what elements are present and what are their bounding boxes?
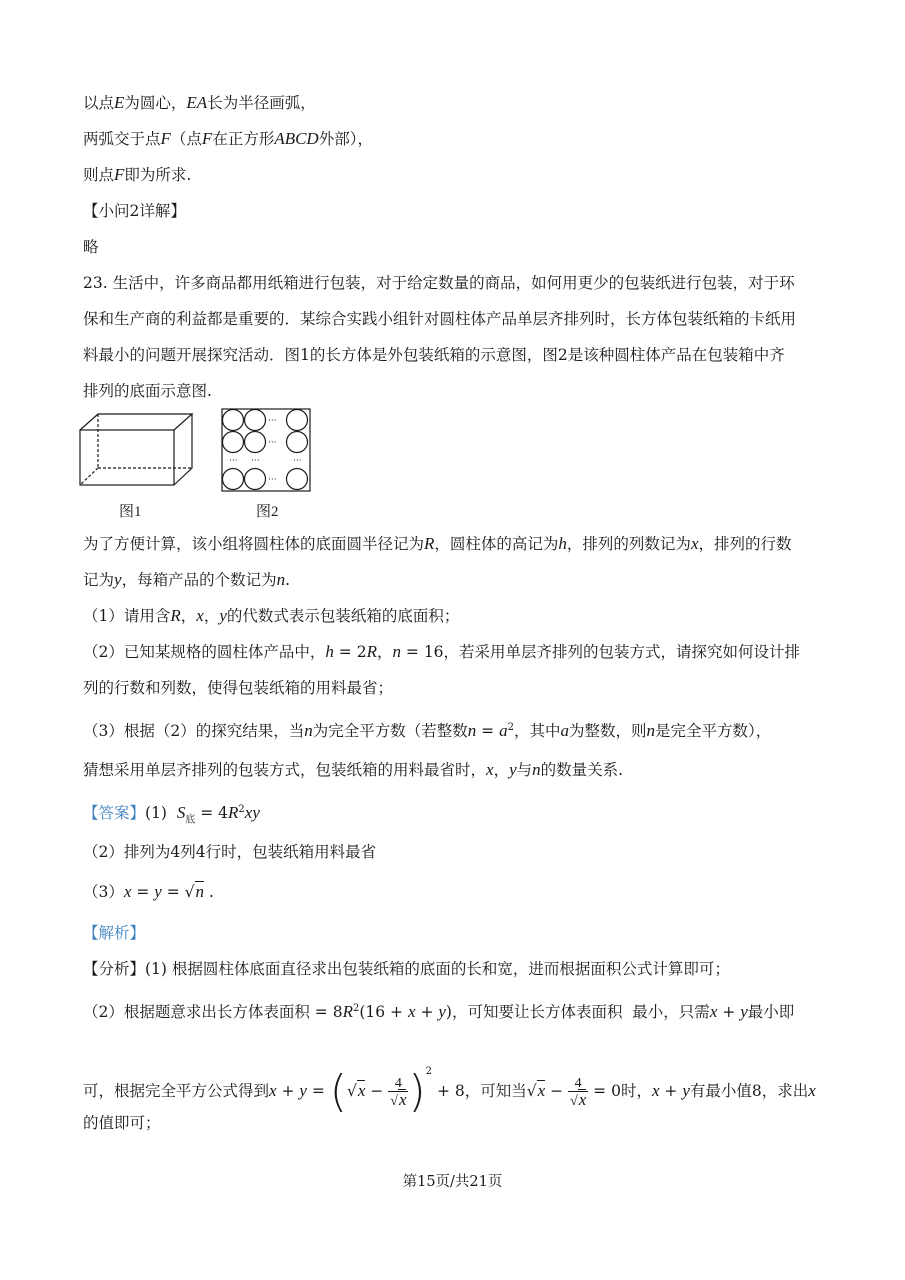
figure-1-caption: 图1 bbox=[119, 504, 142, 520]
text-line: 以点E为圆心，EA长为半径画弧， bbox=[83, 93, 316, 112]
question-3: （3）根据（2）的探究结果，当n为完全平方数（若整数$n = a^2$，其中a为整数，则n是完全平方数）， bbox=[83, 721, 772, 741]
question-2-cont: 列的行数和列数，使得包装纸箱的用料最省； bbox=[83, 679, 394, 697]
problem-text: 23. 生活中，许多商品都用纸箱进行包装，对于给定数量的商品，如何用更少的包装纸进行包装，对于环 bbox=[83, 274, 795, 292]
analysis-2: （2）根据题意求出长方体表面积 = $8R^2(16 + x + y)$，可知要让长方体表面积 最小，只需x + y最小即 bbox=[83, 1002, 795, 1022]
text-line: 略 bbox=[83, 238, 99, 256]
svg-text:···: ··· bbox=[293, 456, 302, 466]
svg-text:···: ··· bbox=[268, 475, 277, 485]
question-3-cont: 猜想采用单层齐排列的包装方式，包装纸箱的用料最省时，x，y与n的数量关系. bbox=[83, 760, 624, 779]
svg-text:···: ··· bbox=[268, 438, 277, 448]
page-footer: 第15页/共21页 bbox=[402, 1174, 503, 1190]
problem-text: 料最小的问题开展探究活动．图1的长方体是外包装纸箱的示意图，图2是该种圆柱体产品在包装箱中齐 bbox=[83, 346, 785, 364]
analysis-4: 的值即可； bbox=[83, 1114, 161, 1132]
text-line: 则点F即为所求. bbox=[83, 165, 192, 184]
analysis-3: 可，根据完全平方公式得到x + y = (√x − $\frac{4}{√x}$ )$^2$ + 8，可知当√x − $\frac{4}{√x}$ = 0时，x + y有最小值8，求出x bbox=[83, 1066, 816, 1117]
analysis-tag: 【解析】 bbox=[83, 924, 146, 942]
answer-3: （3）x = y = √n . bbox=[83, 882, 214, 901]
svg-text:···: ··· bbox=[229, 456, 238, 466]
answer-tag: 【答案】 bbox=[83, 804, 146, 823]
section-heading: 【小问2详解】 bbox=[83, 202, 186, 220]
question-1: （1）请用含R，x，y的代数式表示包装纸箱的底面积； bbox=[83, 606, 460, 625]
answer-1: 【答案】(1) $S_底 = 4R^2xy$ bbox=[83, 803, 260, 826]
figure-1-box bbox=[78, 410, 198, 488]
figure-2-caption: 图2 bbox=[256, 504, 279, 520]
question-2: （2）已知某规格的圆柱体产品中，h = 2R，n = 16，若采用单层齐排列的包装方式，请探究如何设计排 bbox=[83, 642, 801, 661]
problem-text: 排列的底面示意图. bbox=[83, 382, 212, 400]
text-line: 两弧交于点F（点F在正方形ABCD外部）， bbox=[83, 129, 373, 148]
answer-2: （2）排列为4列4行时，包装纸箱用料最省 bbox=[83, 843, 377, 861]
analysis-1: 【分析】(1) 根据圆柱体底面直径求出包装纸箱的底面的长和宽，进而根据面积公式计算即可； bbox=[83, 960, 730, 978]
svg-text:···: ··· bbox=[268, 416, 277, 426]
text-line: 为了方便计算，该小组将圆柱体的底面圆半径记为R，圆柱体的高记为h，排列的列数记为x，排列的行数 bbox=[83, 534, 792, 553]
svg-text:···: ··· bbox=[251, 456, 260, 466]
problem-text: 保和生产商的利益都是重要的．某综合实践小组针对圆柱体产品单层齐排列时，长方体包装纸箱的卡纸用 bbox=[83, 310, 797, 328]
text-line: 记为y，每箱产品的个数记为n. bbox=[83, 570, 291, 589]
figure-2-circles bbox=[220, 407, 312, 493]
